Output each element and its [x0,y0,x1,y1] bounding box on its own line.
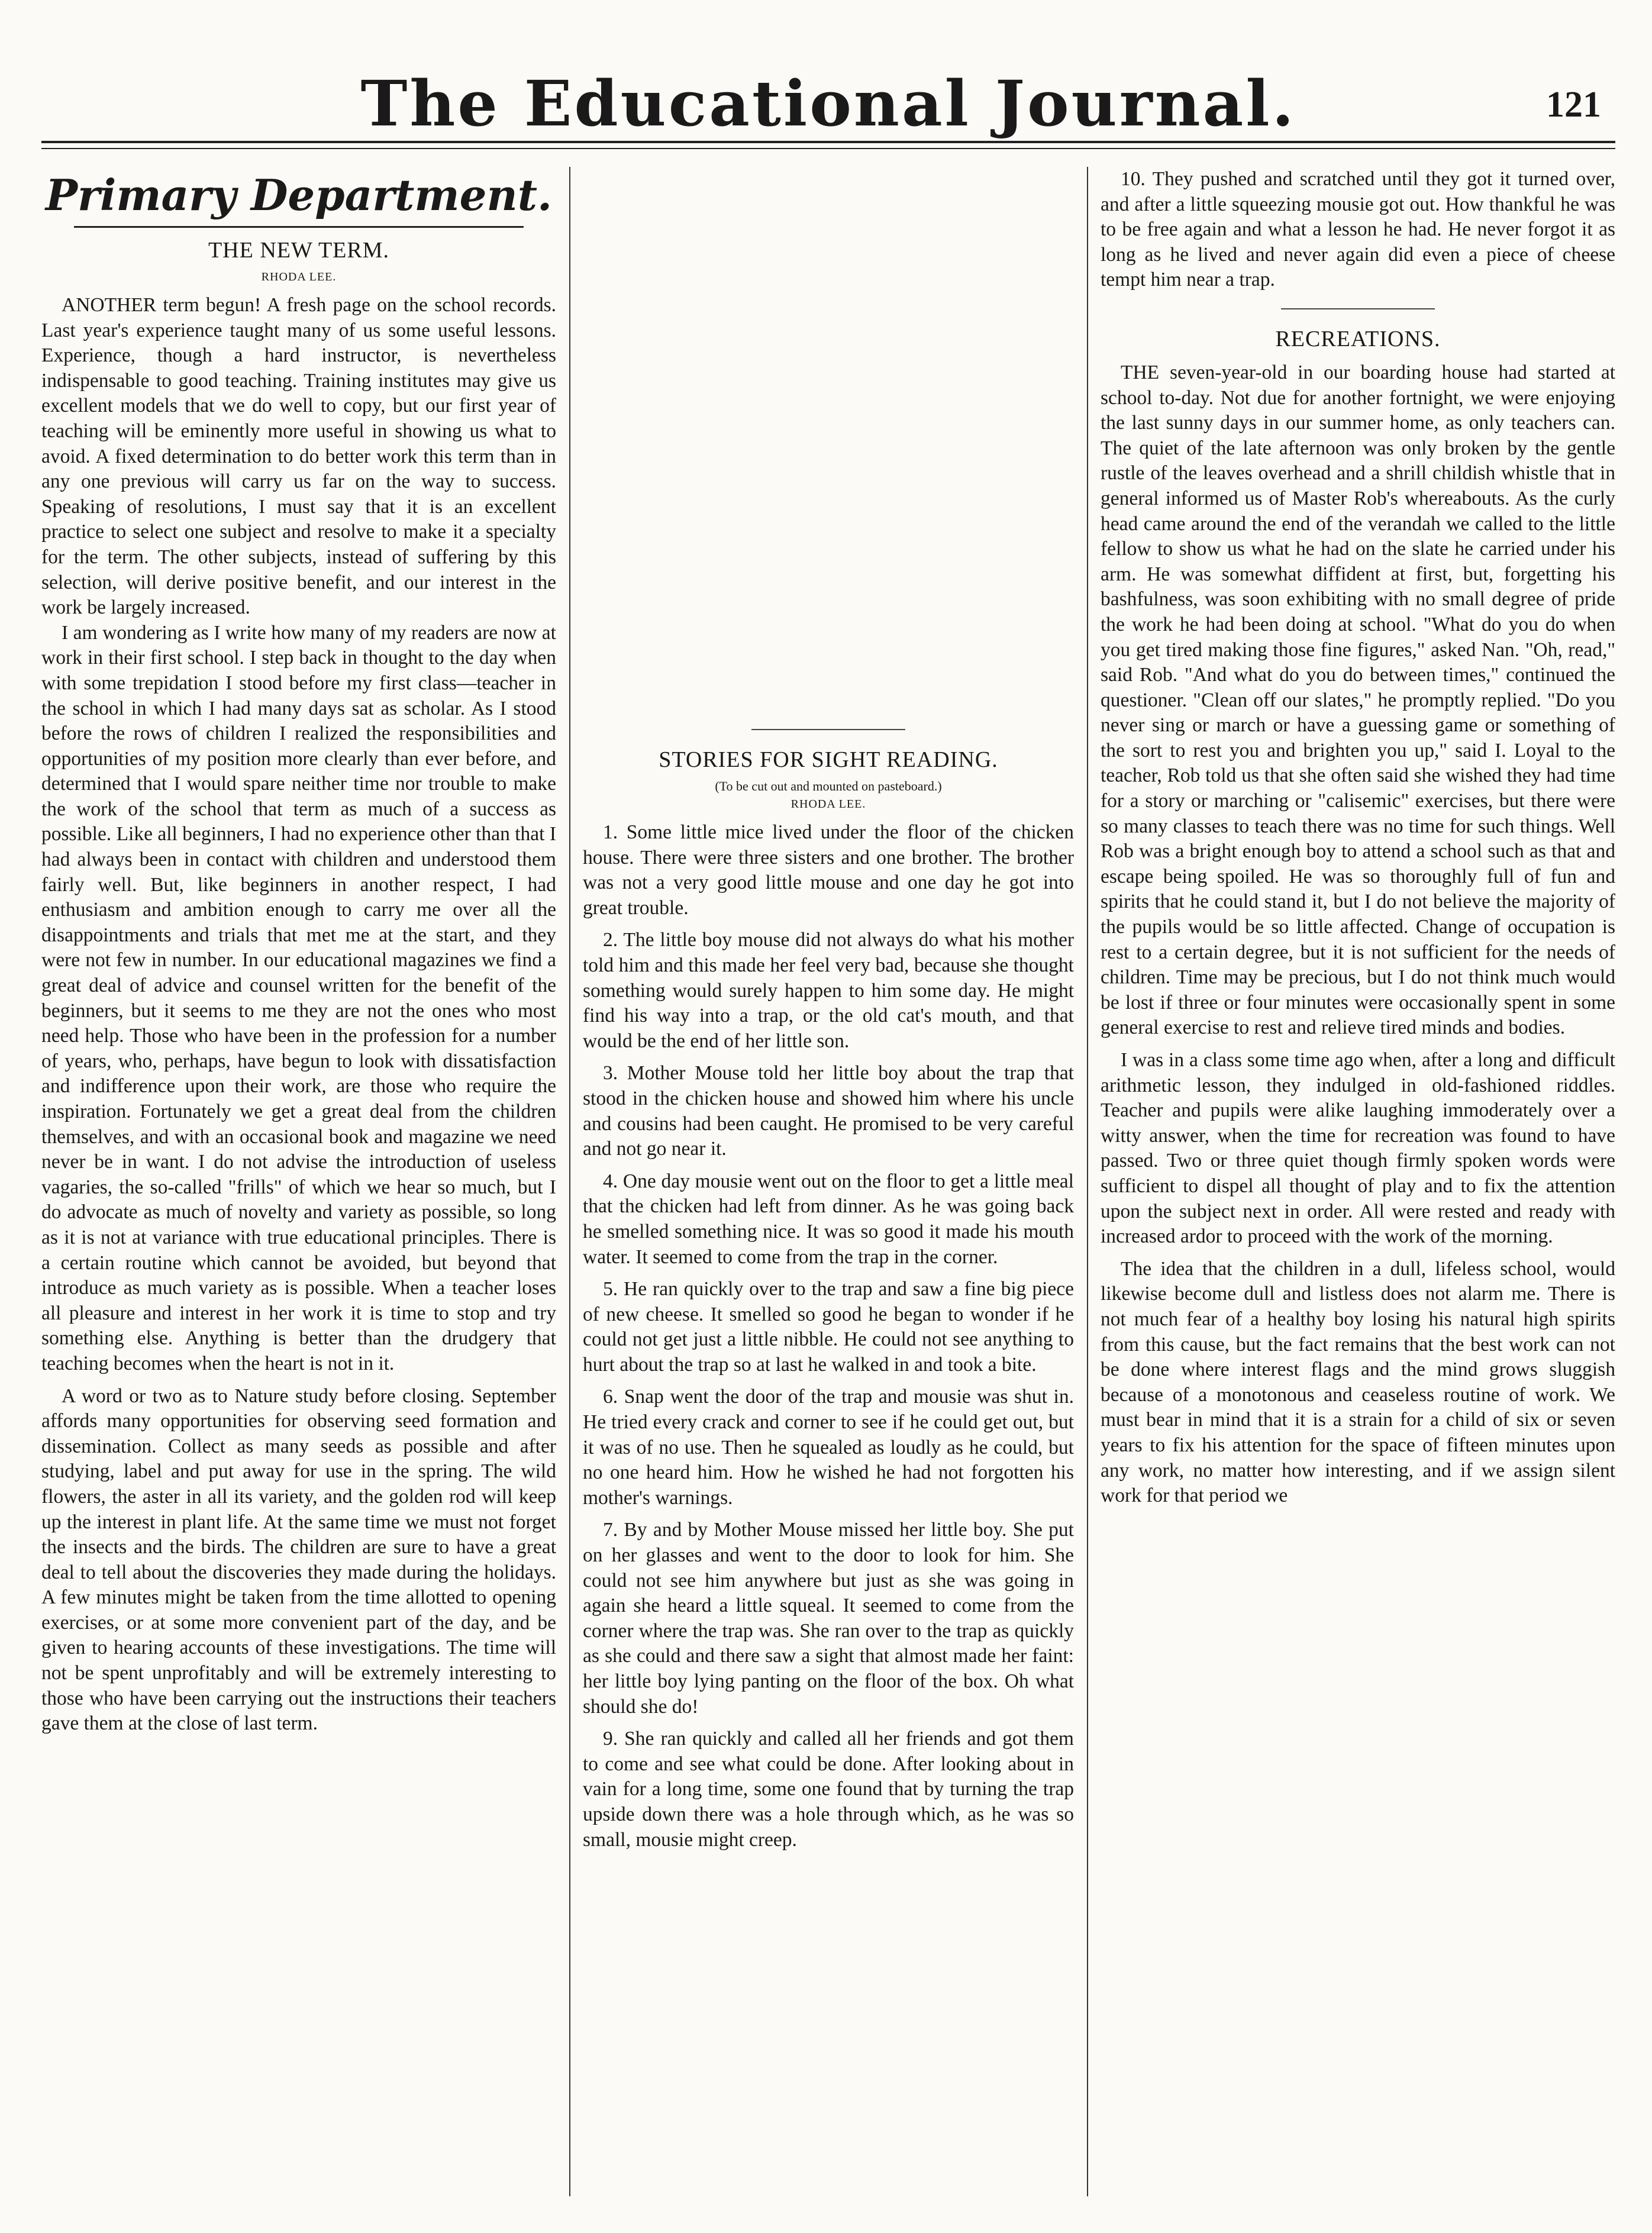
masthead-rule-thin [41,148,1615,149]
story-paragraph: 3. Mother Mouse told her little boy about the trap that stood in the chicken house and showed him where his uncle and cousins had been caught. He promised to be very careful and not go near it. [583,1062,1074,1160]
story-paragraph: 5. He ran quickly over to the trap and saw a fine big piece of new cheese. It smelled so good he began to wonder if he could not get just a little nibble. He could not see anything to hurt about the trap so at last he walked in and took a bite. [583,1278,1074,1376]
paragraph: I am wondering as I write how many of my readers are now at work in their first school. I step back in thought to the day when with some trepidation I stood before my first class—teacher in the school in which I had many days sat as scholar. As I stood before the rows of children I realized the responsibilities and opportunities of my position more clearly than ever before, and determined that I would spare neither time nor trouble to make the work of the school that term as much of a success as possible. Like all beginners, I had no experience other than that I had always been in contact with children and understood them fairly well. But, like beginners in another respect, I had enthusiasm and ambition enough to carry me over all the disappointments and trials that met me at the start, and they were not few in number. In our educational magazines we find a great deal of advice and counsel written for the benefit of the beginners, but it seems to me they are not the ones who most need help. Those who have been in the profession for a number of years, who, perhaps, have begun to look with dissatisfaction and indifference upon their work, are those who require the inspiration. Fortunately we get a great deal from the children themselves, and with an occasional book and magazine we need never be in want. I do not advise the introduction of useless vagaries, the so-called "frills" of which we hear so much, but I do advocate as much of novelty and variety as possible, so long as it is not at variance with true educational principles. There is a certain routine which cannot be avoided, but beyond that introduce as much variety as is possible. When a teacher loses all pleasure and interest in her work it is time to stop and try something else. Anything is better than the drudgery that teaching becomes when the heart is not in it. [41,621,556,1374]
story-paragraph: 7. By and by Mother Mouse missed her little boy. She put on her glasses and went to the door to look for him. She could not see him anywhere but just as she was going in again she heard a little squeal. It seemed to come from the corner where the trap was. She ran over to the trap as quickly as she could and there saw a sight that almost made her faint: her little boy lying panting on the floor of the box. Oh what should she do! [583,1519,1074,1718]
story-paragraph: 4. One day mousie went out on the floor to get a little meal that the chicken had left from dinner. As he was going back he smelled something nice. It was so good it made his mouth water. It seemed to come from the trap in the corner. [583,1170,1074,1268]
article-author: RHODA LEE. [261,270,337,283]
section-rule [751,729,905,730]
article-author: RHODA LEE. [790,798,866,811]
article-title-new-term: THE NEW TERM. [208,238,390,263]
story-paragraph: 9. She ran quickly and called all her friends and got them to come and see what could be done. After looking about in vain for a long time, some one found that by turning the trap upside down there was a hole through which, as he was so small, mousie might creep. [583,1728,1074,1851]
column-1 [41,167,556,2196]
column-divider-2 [1087,167,1088,2196]
section-rule [1281,308,1435,309]
story-paragraph: 10. They pushed and scratched until they got it turned over, and after a little squeezing mousie got out. How thankful he was to be free again and what a lesson he had. He never forgot it as long as he lived and never again did even a piece of cheese tempt him near a trap. [1101,168,1615,291]
masthead-rule-thick [41,141,1615,143]
page-number: 121 [1546,85,1601,125]
masthead [41,66,1615,140]
paragraph: The idea that the children in a dull, lifeless school, would likewise become dull and listless does not alarm me. There is not much fear of a healthy boy losing his natural high spirits from this cause, but the fact remains that the best work can not be done where interest flags and the mind grows sluggish because of a monotonous and ceaseless routine of work. We must bear in mind that it is a strain for a child of six or seven years to fix his attention for the space of fifteen minutes upon any work, no matter how interesting, and if we assign silent work for that period we [1101,1257,1615,1507]
paragraph: I was in a class some time ago when, after a long and difficult arithmetic lesson, they indulged in old-fashioned riddles. Teacher and pupils were alike laughing immoderately over a witty answer, when the time for recreation was found to have passed. Two or three quiet though firmly spoken words were sufficient to dispel all thought of play and to fix the attention upon the subject next in order. All were rested and ready with increased ardor to proceed with the work of the morning. [1101,1049,1615,1248]
continued-text-space [583,167,1074,714]
journal-title: The Educational Journal. [360,66,1296,140]
article-note: (To be cut out and mounted on pasteboard.) [715,779,942,793]
paragraph: THE seven-year-old in our boarding house had started at school to-day. Not due for another fortnight, we were enjoying the last sunny days in our summer home, as only teachers can. The quiet of the late afternoon was only broken by the gentle rustle of the leaves overhead and a shrill childish whistle that in general informed us of Master Rob's whereabouts. As the curly head came around the end of the verandah we called to the little fellow to show us what he had on the slate he carried under his arm. He was somewhat diffident at first, but, forgetting his bashfulness, was soon exhibiting with no small degree of pride the work he had been doing at school. "What do you do when you get tired making those fine figures," asked Nan. "Oh, read," said Rob. "And what do you do between times," continued the questioner. "Clean off our slates," he promptly replied. "Do you never sing or march or have a guessing game or something of the sort to rest you and brighten you up," said I. Loyal to the teacher, Rob told us that she often said she wished they had time for a story or marching or "calisemic" exercises, but there were so many classes to teach there was no time for such things. Well Rob was a bright enough boy to attend a school such as that and escape being spoiled. He was so thoroughly full of fun and spirits that he could stand it, but I do not believe the majority of the pupils would be so little affected. Change of occupation is rest to a certain degree, but it is not sufficient for the needs of children. Time may be precious, but I do not think much would be lost if three or four minutes were occasionally spent in some general exercise to rest and relieve tired minds and bodies. [1101,361,1615,1039]
paragraph: ANOTHER term begun! A fresh page on the school records. Last year's experience taught many of us some useful lessons. Experience, though a hard instructor, is nevertheless indispensable to good teaching. Training institutes may give us excellent models that we do well to copy, but our first year of teaching will be eminently more useful in showing us what to avoid. A fixed determination to do better work this term than in any one previous will carry us far on the way to success. Speaking of resolutions, I must say that it is an excellent practice to select one subject and resolve to make it a specialty for the term. The other subjects, instead of suffering by this selection, will derive positive benefit, and our interest in the work be largely increased. [41,294,556,619]
column-2 [583,167,1074,2196]
article-title-recreations: RECREATIONS. [1275,326,1441,351]
story-paragraph: 2. The little boy mouse did not always do what his mother told him and this made her feel very bad, because she thought something would surely happen to him some day. He might find his way into a trap, or the old cat's mouth, and that would be the end of her little son. [583,929,1074,1052]
column-divider-1 [569,167,570,2196]
paragraph: A word or two as to Nature study before closing. September affords many opportunities for observing seed formation and dissemination. Collect as many seeds as possible and after studying, label and put away for use in the spring. The wild flowers, the aster in all its variety, and the golden rod will keep up the interest in plant life. At the same time we must not forget the insects and the birds. The children are sure to have a great deal to tell about the discoveries they made during the holidays. A few minutes might be taken from the time allotted to opening exercises, or at some more convenient part of the day, and be given to hearing accounts of these investigations. The time will not be spent unprofitably and will be extremely interesting to those who have been carrying out the instructions their teachers gave them at the close of last term. [41,1385,556,1735]
department-heading: Primary Department. [45,170,553,220]
story-paragraph: 1. Some little mice lived under the floor of the chicken house. There were three sisters and one brother. The brother was not a very good little mouse and one day he got into great trouble. [583,821,1074,919]
department-rule [74,226,524,228]
article-title-stories: STORIES FOR SIGHT READING. [659,747,998,772]
column-3 [1101,167,1615,2196]
story-paragraph: 6. Snap went the door of the trap and mousie was shut in. He tried every crack and corner to see if he could get out, but it was of no use. Then he squealed as loudly as he could, but no one heard him. How he wished he had not forgotten his mother's warnings. [583,1386,1074,1509]
